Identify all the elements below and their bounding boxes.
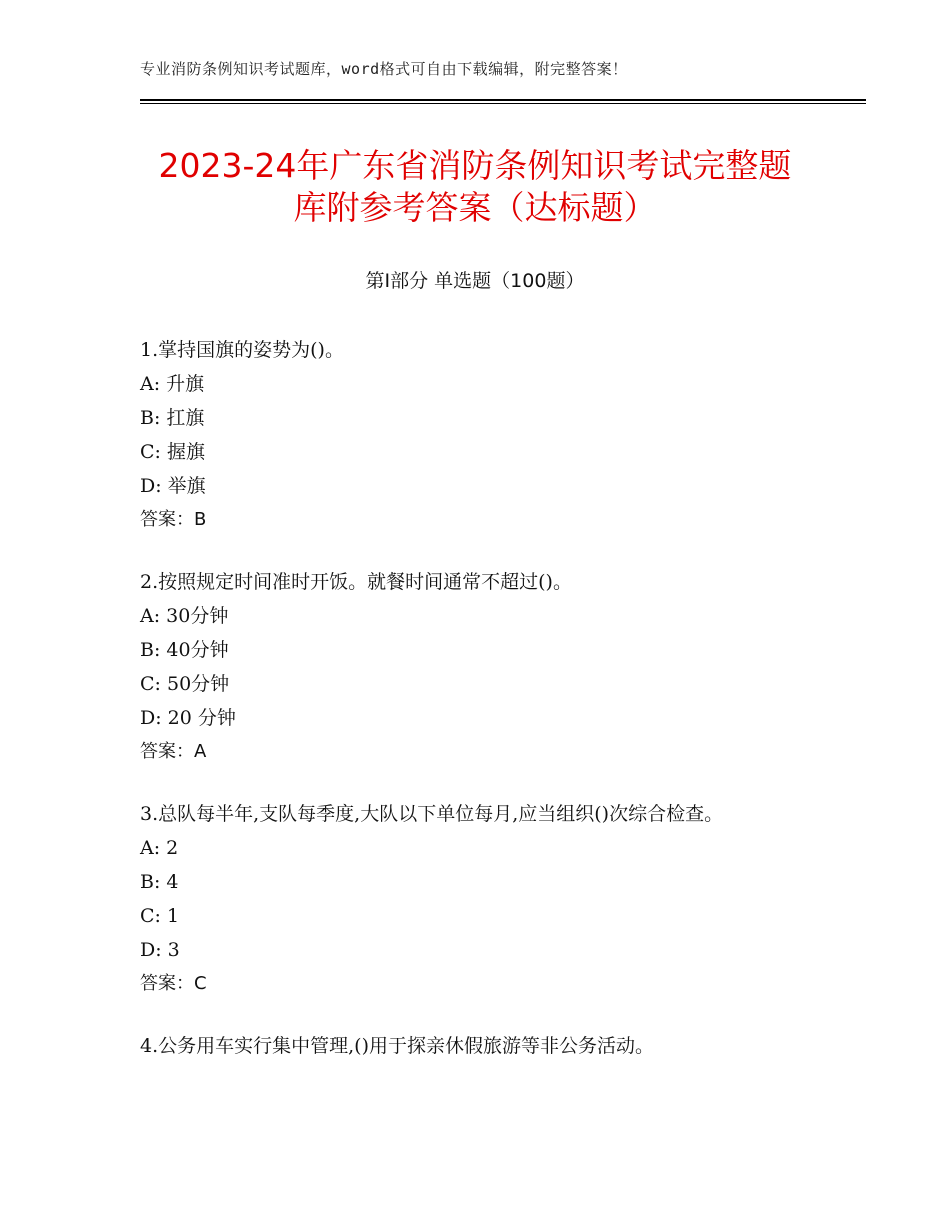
- question-text: 2.按照规定时间准时开饭。就餐时间通常不超过()。: [140, 571, 572, 593]
- question-text: 1.掌持国旗的姿势为()。: [140, 339, 344, 361]
- answer: 答案：B: [140, 509, 207, 530]
- question-text: 4.公务用车实行集中管理,()用于探亲休假旅游等非公务活动。: [140, 1035, 654, 1057]
- option-a: A: 2: [140, 837, 179, 859]
- option-b: B: 40分钟: [140, 639, 229, 661]
- question-text: 3.总队每半年,支队每季度,大队以下单位每月,应当组织()次综合检查。: [140, 803, 724, 825]
- option-c: C: 1: [140, 905, 180, 927]
- question-2: [140, 565, 820, 769]
- option-b: B: 扛旗: [140, 407, 205, 429]
- header-rule-thin: [140, 103, 866, 104]
- header-rule-thick: [140, 99, 866, 101]
- option-b: B: 4: [140, 871, 179, 893]
- option-c: C: 握旗: [140, 441, 205, 463]
- option-d: D: 20 分钟: [140, 707, 236, 729]
- option-d: D: 举旗: [140, 475, 206, 497]
- option-a: A: 30分钟: [140, 605, 229, 627]
- document-title: [100, 145, 850, 229]
- option-c: C: 50分钟: [140, 673, 230, 695]
- question-1: [140, 333, 820, 537]
- document-title-line-2: 库附参考答案（达标题）: [293, 188, 657, 227]
- document-title-line-1: 2023-24年广东省消防条例知识考试完整题: [158, 146, 792, 185]
- answer: 答案：C: [140, 973, 207, 994]
- section-title: 第Ⅰ部分 单选题（100题）: [365, 270, 585, 292]
- option-d: D: 3: [140, 939, 180, 961]
- question-4: [140, 1029, 820, 1063]
- question-3: [140, 797, 820, 1001]
- page-header-text: 专业消防条例知识考试题库，word格式可自由下载编辑，附完整答案！: [140, 60, 628, 78]
- question-list: [140, 333, 820, 1091]
- answer: 答案：A: [140, 741, 207, 762]
- option-a: A: 升旗: [140, 373, 205, 395]
